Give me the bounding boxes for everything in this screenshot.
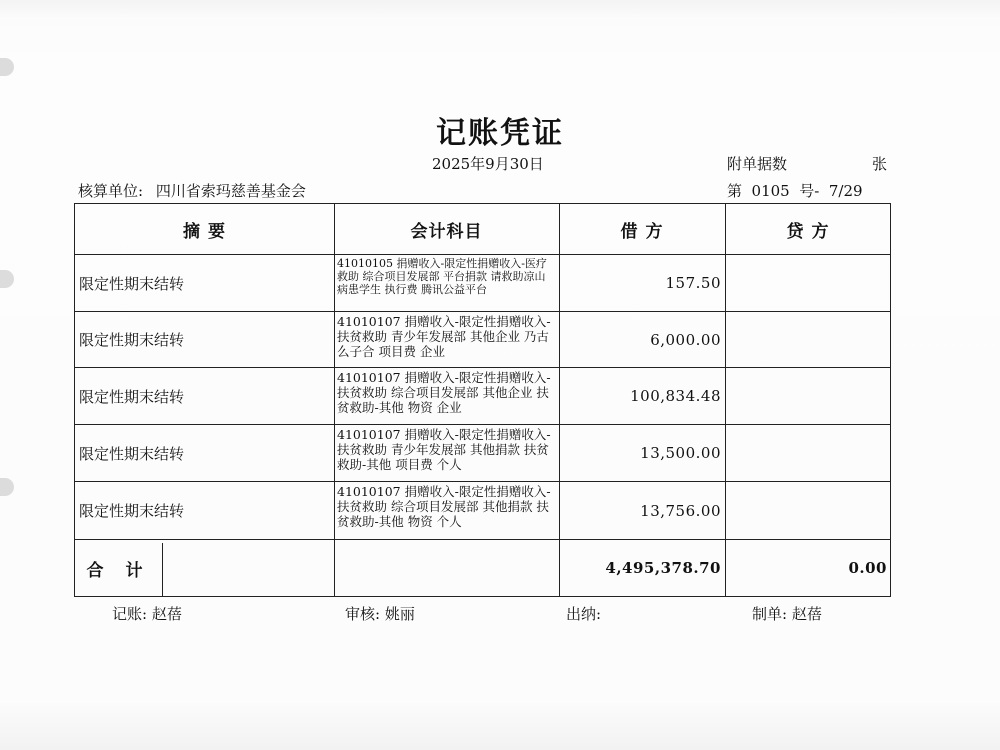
row-subject: 41010107 捐赠收入-限定性捐赠收入-扶贫救助 综合项目发展部 其他企业 扶贫救助-其他 物资 企业	[337, 370, 551, 415]
row-credit	[725, 482, 891, 539]
row-debit: 6,000.00	[650, 330, 721, 349]
voucher-title: 记账凭证	[436, 116, 564, 151]
row-subject: 41010107 捐赠收入-限定性捐赠收入-扶贫救助 综合项目发展部 其他捐款 扶贫救助-其他 物资 个人	[337, 484, 551, 529]
row-credit	[725, 312, 891, 367]
row-summary: 限定性期末结转	[79, 274, 185, 293]
attachment-count-unit: 张	[872, 155, 888, 173]
row-credit	[725, 255, 891, 311]
row-subject: 41010107 捐赠收入-限定性捐赠收入-扶贫救助 青少年发展部 其他捐款 扶贫救助-其他 项目费 个人	[337, 427, 551, 472]
punch-hole	[0, 478, 14, 496]
header-credit: 贷 方	[786, 221, 830, 242]
attachment-count-label: 附单据数	[727, 155, 788, 173]
voucher-number: 第 0105 号- 7/29	[727, 182, 863, 200]
row-debit: 157.50	[665, 274, 721, 292]
row-subject: 41010105 捐赠收入-限定性捐赠收入-医疗救助 综合项目发展部 平台捐款 请救助凉山病患学生 执行费 腾讯公益平台	[337, 257, 547, 296]
voucher-date: 2025年9月30日	[432, 155, 544, 173]
row-summary: 限定性期末结转	[79, 444, 185, 463]
voucher-table	[74, 203, 891, 597]
accounting-unit-name: 四川省索玛慈善基金会	[155, 182, 306, 200]
cashier-signature: 出纳:	[566, 605, 602, 623]
total-label: 合 计	[86, 560, 151, 581]
row-subject: 41010107 捐赠收入-限定性捐赠收入-扶贫救助 青少年发展部 其他企业 乃古么子合 项目费 企业	[337, 314, 551, 359]
header-summary: 摘 要	[183, 221, 226, 242]
bookkeeper-signature: 记账: 赵蓓	[112, 605, 182, 623]
row-summary: 限定性期末结转	[79, 502, 185, 520]
accounting-unit-label: 核算单位:	[78, 182, 144, 200]
total-blank	[162, 540, 559, 596]
punch-hole	[0, 270, 14, 288]
total-debit: 4,495,378.70	[605, 559, 721, 577]
header-subject: 会计科目	[410, 221, 483, 242]
punch-hole	[0, 58, 14, 76]
row-debit: 13,756.00	[640, 501, 721, 520]
row-debit: 100,834.48	[630, 387, 721, 405]
preparer-signature: 制单: 赵蓓	[752, 605, 822, 623]
reviewer-signature: 审核: 姚丽	[345, 605, 415, 623]
header-debit: 借 方	[620, 221, 664, 242]
row-credit	[725, 425, 891, 481]
row-summary: 限定性期末结转	[79, 387, 185, 406]
total-credit: 0.00	[848, 559, 887, 577]
row-credit	[725, 368, 891, 424]
row-debit: 13,500.00	[640, 444, 721, 462]
row-summary: 限定性期末结转	[79, 331, 185, 349]
accounting-unit	[78, 180, 306, 201]
